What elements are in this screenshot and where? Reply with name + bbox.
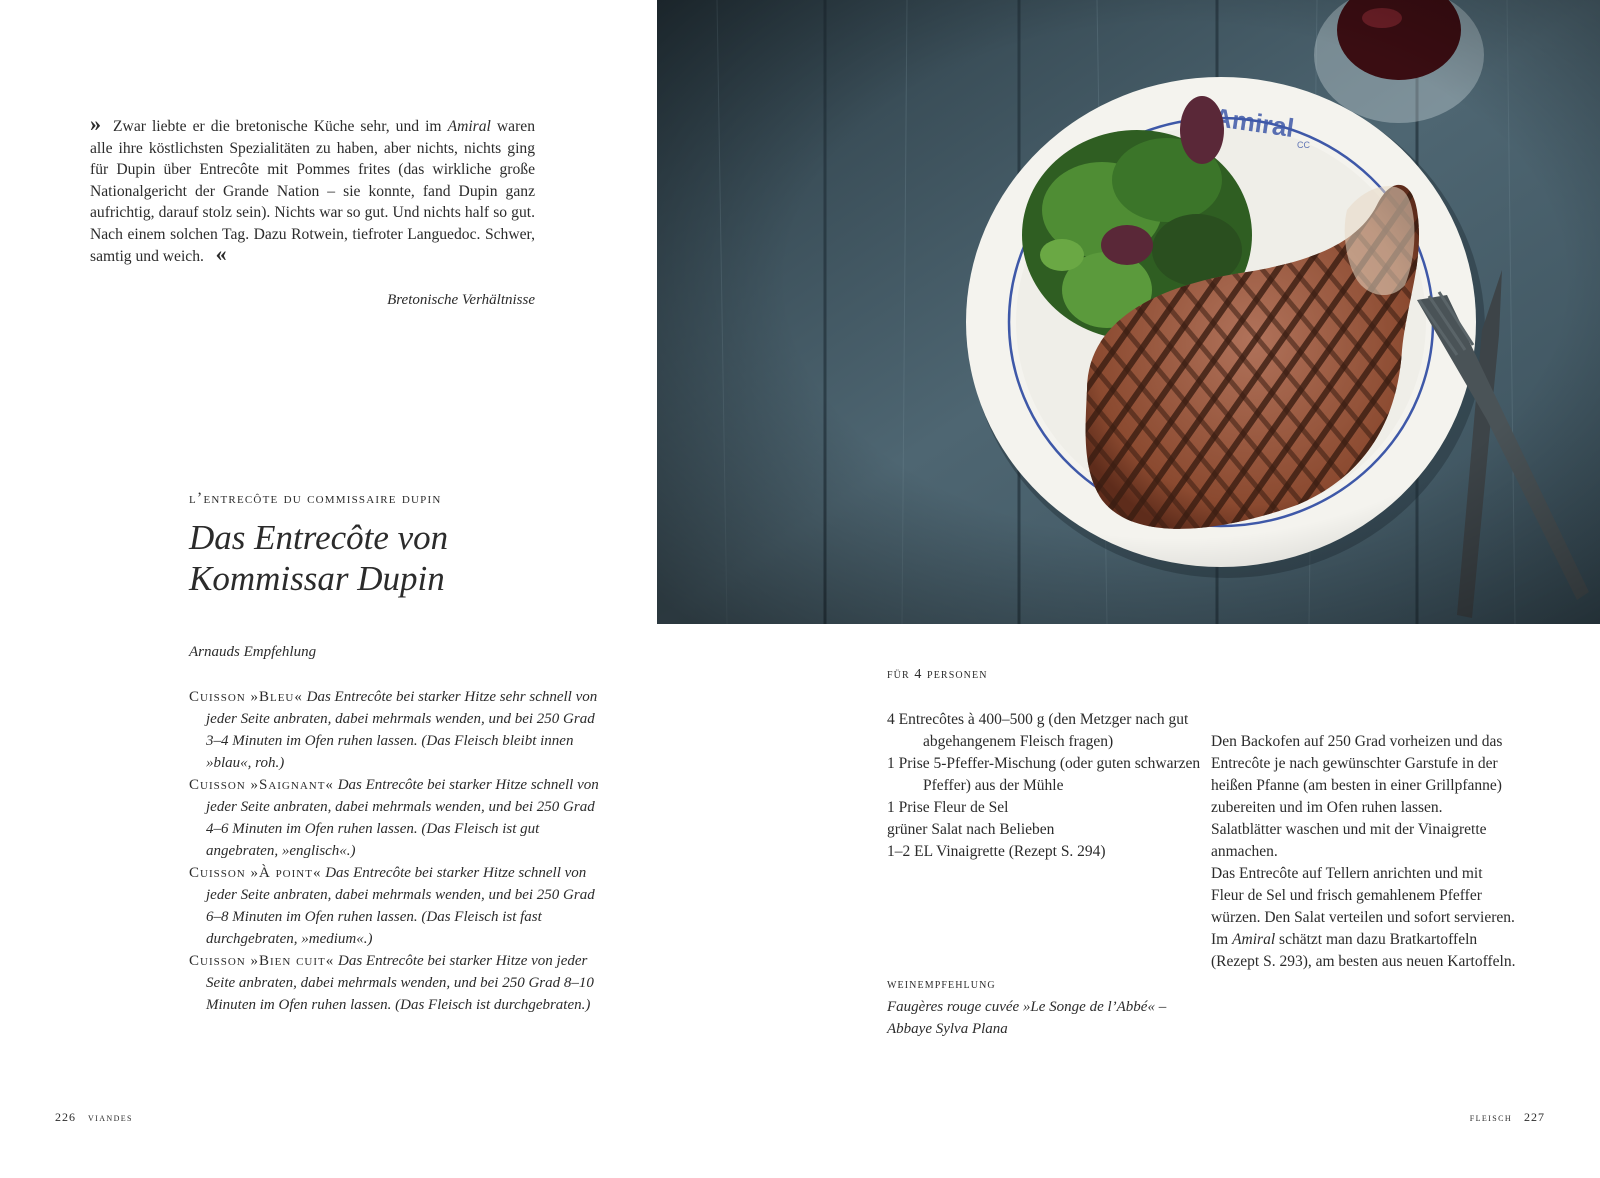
quote-text-end: waren alle ihre köstlichsten Spezialitäten zu haben, aber nichts, nichts ging für Dupin über Entrecôte mit Pommes frites (das wirkliche große Nationalgericht der Grande Nation – sie konnte, fand Dupin ganz aufrichtig, darauf stolz sein). Nichts war so gut. Und nichts half so gut. Nach einem solchen Tag. Dazu Rotwein, tiefroter Languedoc. Schwer, samtig und weich. [90,118,535,265]
steak-photo [657,0,1600,624]
recipe-title-line1: Das Entrecôte von [189,518,449,557]
cuisson-item [189,686,609,774]
recipe-title-line2: Kommissar Dupin [189,559,445,598]
method-last-prefix: Im [1211,931,1233,948]
quote-text-start: Zwar liebte er die bretonische Küche sehr, und im [113,118,448,135]
cuisson-label: Cuisson »À point« [189,865,322,881]
ingredient-item: 1 Prise 5-Pfeffer-Mischung (oder guten schwarzen Pfeffer) aus der Mühle [887,755,1201,794]
footer-right [1470,1110,1545,1125]
method-restaurant-name: Amiral [1232,931,1276,948]
cuisson-list [189,686,609,1016]
quote-block [90,111,535,267]
cuisson-label: Cuisson »Bien cuit« [189,953,335,969]
wine-recommendation-heading: weinempfehlung [887,977,996,992]
ingredient-item: 1–2 EL Vinaigrette (Rezept S. 294) [887,843,1106,860]
ingredient-list [887,709,1207,863]
page-number-right: 227 [1524,1110,1545,1124]
recipe-subtitle: l’entrecôte du commissaire dupin [189,490,442,507]
cuisson-item [189,774,609,862]
method-step: Den Backofen auf 250 Grad vorheizen und das Entrecôte je nach gewünschter Garstufe in der heißen Pfanne (am besten in einer Grillpfanne) zubereiten und im Ofen ruhen lassen. [1211,733,1503,816]
quote-restaurant-name: Amiral [447,118,491,135]
cuisson-text: Das Entrecôte bei starker Hitze von jeder Seite anbraten, dabei mehrmals wenden, und bei 250 Grad 8–10 Minuten im Ofen ruhen lassen. (Das Fleisch ist durchgebraten.) [206,953,594,1013]
quote-source: Bretonische Verhältnisse [387,292,535,308]
method-step [1211,929,1516,973]
ingredient-item: 4 Entrecôtes à 400–500 g (den Metzger nach gut abgehangenem Fleisch fragen) [887,711,1189,750]
method-step: Das Entrecôte auf Tellern anrichten und mit Fleur de Sel und frisch gemahlenem Pfeffer würzen. Den Salat verteilen und sofort servieren. [1211,865,1515,926]
cuisson-item [189,862,609,950]
recipe-title [189,517,609,599]
cuisson-item [189,950,609,1016]
recommendation-heading: Arnauds Empfehlung [189,644,317,660]
footer-left [55,1110,133,1125]
cuisson-text: Das Entrecôte bei starker Hitze schnell von jeder Seite anbraten, dabei mehrmals wenden, und bei 250 Grad 6–8 Minuten im Ofen ruhen lassen. (Das Fleisch ist fast durchgebraten, »medium«.) [206,865,595,947]
wine-recommendation-text: Faugères rouge cuvée »Le Songe de l’Abbé« – Abbaye Sylva Plana [887,999,1167,1037]
ingredient-item: grüner Salat nach Belieben [887,821,1055,838]
cuisson-label: Cuisson »Saignant« [189,777,334,793]
section-name-right: fleisch [1469,1110,1512,1124]
method-text [1211,731,1516,973]
cuisson-text: Das Entrecôte bei starker Hitze sehr schnell von jeder Seite anbraten, dabei mehrmals wenden, und bei 250 Grad 3–4 Minuten im Ofen ruhen lassen. (Das Fleisch bleibt innen »blau«, roh.) [206,689,598,771]
page-number-left: 226 [55,1110,76,1124]
method-last-suffix: schätzt man dazu Bratkartoffeln (Rezept S. 293), am besten aus neuen Kartoffeln. [1211,931,1516,970]
section-name-left: viandes [88,1110,133,1124]
cuisson-text: Das Entrecôte bei starker Hitze schnell von jeder Seite anbraten, dabei mehrmals wenden, und bei 250 Grad 4–6 Minuten im Ofen ruhen lassen. (Das Fleisch ist gut angebraten, »englisch«.) [206,777,599,859]
steak-photo-illustration [657,0,1600,624]
cuisson-label: Cuisson »Bleu« [189,689,303,705]
quote-open-mark: » [90,111,101,136]
servings-heading: für 4 personen [887,667,988,682]
ingredient-item: 1 Prise Fleur de Sel [887,799,1009,816]
method-step: Salatblätter waschen und mit der Vinaigrette anmachen. [1211,821,1487,860]
quote-close-mark: « [215,240,227,266]
